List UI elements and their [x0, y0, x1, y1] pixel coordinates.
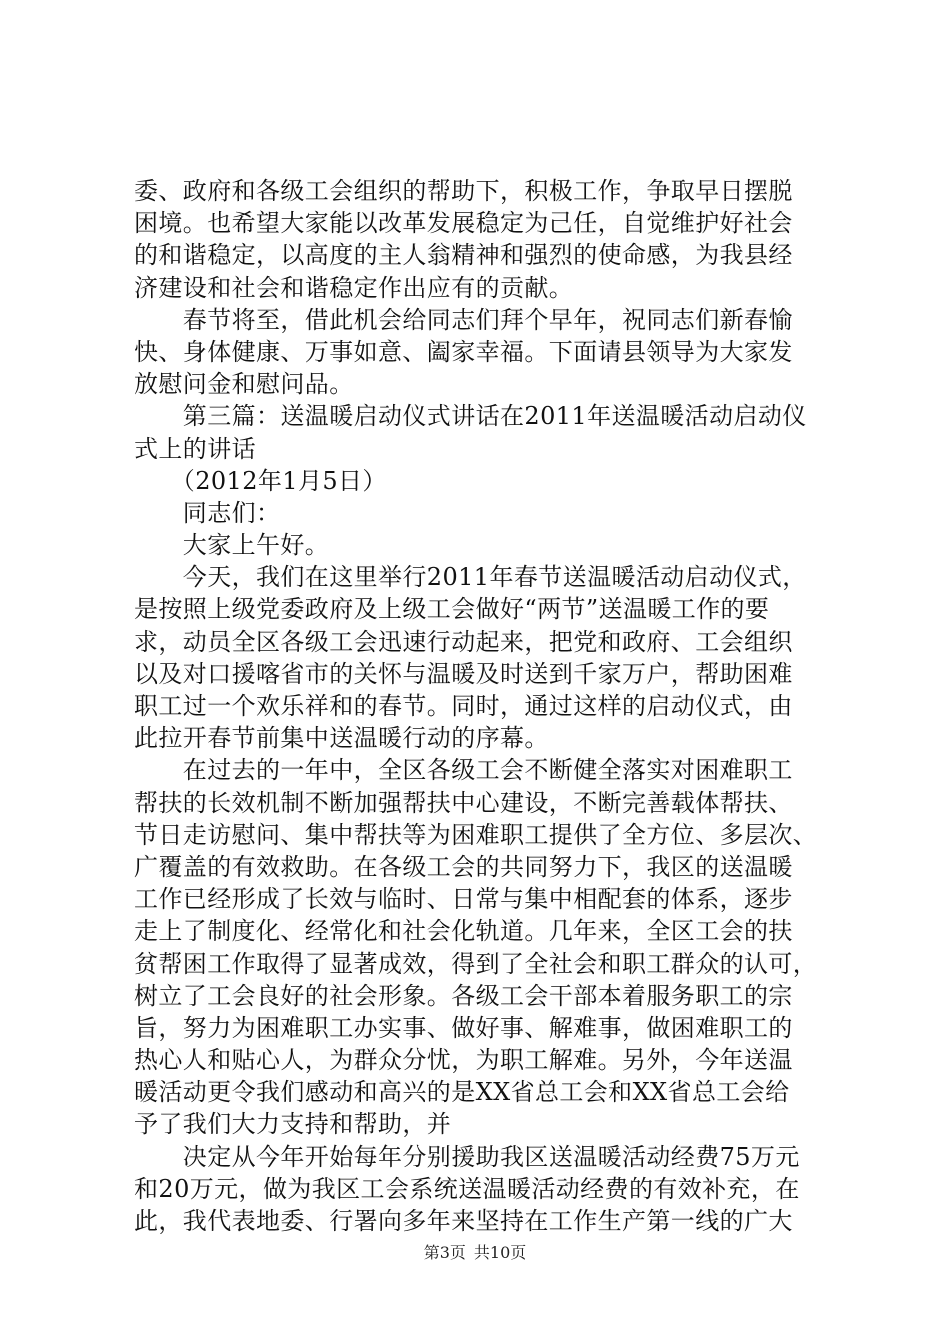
- page-number: 第3页: [423, 1243, 466, 1262]
- text-line: 走上了制度化、经常化和社会化轨道。几年来，全区工会的扶: [134, 917, 793, 946]
- text-line: 以及对口援喀省市的关怀与温暖及时送到千家万户，帮助困难: [134, 659, 793, 688]
- greeting: 大家上午好。: [134, 531, 330, 560]
- speech-date: （2012年1月5日）: [134, 466, 387, 495]
- text-line: 职工过一个欢乐祥和的春节。同时，通过这样的启动仪式，由: [134, 692, 793, 720]
- text-line: 春节将至，借此机会给同志们拜个早年，祝同志们新春愉: [134, 305, 793, 334]
- text-line: 快、身体健康、万事如意、阖家幸福。下面请县领导为大家发: [134, 337, 793, 366]
- text-line: 予了我们大力支持和帮助，并: [134, 1110, 452, 1139]
- section-heading: 第三篇：送温暖启动仪式讲话在2011年送温暖活动启动仪: [134, 402, 807, 431]
- text-line: 此拉开春节前集中送温暖行动的序幕。: [134, 724, 549, 753]
- text-line: 放慰问金和慰问品。: [134, 370, 354, 399]
- text-line: 求，动员全区各级工会迅速行动起来，把党和政府、工会组织: [134, 627, 793, 656]
- text-line: 贫帮困工作取得了显著成效，得到了全社会和职工群众的认可，: [134, 949, 818, 978]
- text-line: 广覆盖的有效救助。在各级工会的共同努力下，我区的送温暖: [134, 852, 793, 881]
- text-line: 今天，我们在这里举行2011年春节送温暖活动启动仪式，: [134, 563, 807, 592]
- page-total: 共10页: [473, 1243, 527, 1262]
- text-line: 困境。也希望大家能以改革发展稳定为己任，自觉维护好社会: [134, 209, 793, 238]
- document-body: [134, 175, 834, 1237]
- page-footer: [0, 1243, 950, 1263]
- text-line: 济建设和社会和谐稳定作出应有的贡献。: [134, 273, 574, 302]
- section-heading: 式上的讲话: [134, 434, 256, 463]
- salutation: 同志们：: [134, 498, 281, 527]
- text-line: 树立了工会良好的社会形象。各级工会干部本着服务职工的宗: [134, 981, 793, 1010]
- text-line: 此，我代表地委、行署向多年来坚持在工作生产第一线的广大: [134, 1207, 793, 1235]
- text-line: 帮扶的长效机制不断加强帮扶中心建设，不断完善载体帮扶、: [134, 788, 793, 817]
- text-line: 和20万元，做为我区工会系统送温暖活动经费的有效补充，在: [134, 1174, 800, 1203]
- text-line: 决定从今年开始每年分别援助我区送温暖活动经费75万元: [134, 1142, 800, 1171]
- text-line: 热心人和贴心人，为群众分忧，为职工解难。另外，今年送温: [134, 1046, 793, 1075]
- text-line: 暖活动更令我们感动和高兴的是XX省总工会和XX省总工会给: [134, 1078, 790, 1107]
- text-line: 的和谐稳定，以高度的主人翁精神和强烈的使命感，为我县经: [134, 241, 793, 270]
- text-line: 委、政府和各级工会组织的帮助下，积极工作，争取早日摆脱: [134, 177, 793, 205]
- text-line: 在过去的一年中，全区各级工会不断健全落实对困难职工: [134, 756, 793, 785]
- text-line: 旨，努力为困难职工办实事、做好事、解难事，做困难职工的: [134, 1013, 793, 1042]
- text-line: 节日走访慰问、集中帮扶等为困难职工提供了全方位、多层次、: [134, 820, 818, 849]
- text-line: 是按照上级党委政府及上级工会做好“两节”送温暖工作的要: [134, 595, 770, 624]
- text-line: 工作已经形成了长效与临时、日常与集中相配套的体系，逐步: [134, 885, 793, 914]
